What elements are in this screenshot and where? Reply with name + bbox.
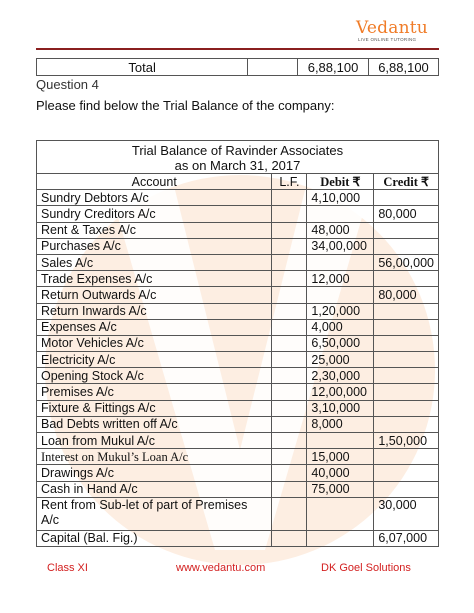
credit-cell bbox=[374, 335, 439, 351]
lf-cell bbox=[272, 287, 307, 303]
credit-cell bbox=[374, 416, 439, 432]
credit-cell bbox=[374, 190, 439, 206]
credit-cell bbox=[374, 384, 439, 400]
account-cell: Sundry Creditors A/c bbox=[37, 206, 272, 222]
account-cell: Bad Debts written off A/c bbox=[37, 416, 272, 432]
account-cell: Motor Vehicles A/c bbox=[37, 335, 272, 351]
lf-cell bbox=[272, 222, 307, 238]
table-row bbox=[37, 530, 439, 546]
lf-cell bbox=[272, 384, 307, 400]
credit-cell bbox=[374, 481, 439, 497]
account-cell: Opening Stock A/c bbox=[37, 368, 272, 384]
debit-cell: 75,000 bbox=[307, 481, 374, 497]
account-cell: Sundry Debtors A/c bbox=[37, 190, 272, 206]
debit-cell: 12,00,000 bbox=[307, 384, 374, 400]
account-cell: Interest on Mukul’s Loan A/c bbox=[37, 449, 272, 465]
table-row bbox=[37, 481, 439, 497]
lf-cell bbox=[272, 416, 307, 432]
table-title-row bbox=[37, 141, 439, 174]
header-lf: L.F. bbox=[272, 174, 307, 190]
table-row bbox=[37, 335, 439, 351]
account-cell: Fixture & Fittings A/c bbox=[37, 400, 272, 416]
total-lf-cell bbox=[248, 59, 298, 76]
account-cell: Purchases A/c bbox=[37, 238, 272, 254]
table-row bbox=[37, 352, 439, 368]
table-row bbox=[37, 206, 439, 222]
credit-cell bbox=[374, 222, 439, 238]
table-row bbox=[37, 497, 439, 530]
account-cell: Return Outwards A/c bbox=[37, 287, 272, 303]
account-cell: Premises A/c bbox=[37, 384, 272, 400]
account-cell: Return Inwards A/c bbox=[37, 303, 272, 319]
lf-cell bbox=[272, 481, 307, 497]
lf-cell bbox=[272, 465, 307, 481]
credit-cell bbox=[374, 465, 439, 481]
lf-cell bbox=[272, 352, 307, 368]
table-row bbox=[37, 319, 439, 335]
debit-cell: 4,10,000 bbox=[307, 190, 374, 206]
table-body bbox=[37, 190, 439, 547]
header-rule bbox=[36, 48, 439, 50]
table-row bbox=[37, 190, 439, 206]
table-row bbox=[37, 238, 439, 254]
footer-book: DK Goel Solutions bbox=[321, 562, 411, 574]
lf-cell bbox=[272, 254, 307, 270]
credit-cell bbox=[374, 319, 439, 335]
table-row bbox=[37, 254, 439, 270]
account-cell: Loan from Mukul A/c bbox=[37, 433, 272, 449]
table-row bbox=[37, 303, 439, 319]
table-row bbox=[37, 368, 439, 384]
table-header-row bbox=[37, 174, 439, 190]
brand-name: Vedantu bbox=[356, 18, 428, 38]
credit-cell: 80,000 bbox=[374, 287, 439, 303]
account-cell: Electricity A/c bbox=[37, 352, 272, 368]
header-account: Account bbox=[37, 174, 272, 190]
debit-cell: 2,30,000 bbox=[307, 368, 374, 384]
total-row bbox=[37, 59, 439, 76]
debit-cell bbox=[307, 206, 374, 222]
account-cell: Drawings A/c bbox=[37, 465, 272, 481]
credit-cell: 1,50,000 bbox=[374, 433, 439, 449]
lf-cell bbox=[272, 190, 307, 206]
debit-cell bbox=[307, 433, 374, 449]
debit-cell: 1,20,000 bbox=[307, 303, 374, 319]
footer-class: Class XI bbox=[47, 562, 88, 574]
lf-cell bbox=[272, 303, 307, 319]
debit-cell: 8,000 bbox=[307, 416, 374, 432]
table-title bbox=[37, 141, 439, 174]
credit-cell: 30,000 bbox=[374, 497, 439, 530]
debit-cell: 15,000 bbox=[307, 449, 374, 465]
credit-cell: 56,00,000 bbox=[374, 254, 439, 270]
credit-cell bbox=[374, 271, 439, 287]
trial-balance-table bbox=[36, 140, 439, 547]
table-row bbox=[37, 433, 439, 449]
debit-cell bbox=[307, 530, 374, 546]
debit-cell: 48,000 bbox=[307, 222, 374, 238]
account-cell: Rent & Taxes A/c bbox=[37, 222, 272, 238]
table-row bbox=[37, 222, 439, 238]
lf-cell bbox=[272, 206, 307, 222]
vedantu-logo bbox=[356, 18, 436, 48]
debit-cell: 3,10,000 bbox=[307, 400, 374, 416]
question-title: Question 4 bbox=[36, 77, 99, 92]
brand-tagline: LIVE ONLINE TUTORING bbox=[358, 37, 417, 42]
account-cell: Capital (Bal. Fig.) bbox=[37, 530, 272, 546]
credit-cell bbox=[374, 352, 439, 368]
account-cell: Sales A/c bbox=[37, 254, 272, 270]
credit-cell bbox=[374, 238, 439, 254]
debit-cell: 25,000 bbox=[307, 352, 374, 368]
lf-cell bbox=[272, 530, 307, 546]
credit-cell bbox=[374, 303, 439, 319]
table-row bbox=[37, 287, 439, 303]
footer-website[interactable]: www.vedantu.com bbox=[176, 562, 266, 574]
lf-cell bbox=[272, 271, 307, 287]
question-text: Please find below the Trial Balance of the company: bbox=[36, 98, 335, 113]
total-label: Total bbox=[37, 59, 248, 76]
debit-cell bbox=[307, 287, 374, 303]
lf-cell bbox=[272, 497, 307, 530]
table-row bbox=[37, 449, 439, 465]
account-cell: Cash in Hand A/c bbox=[37, 481, 272, 497]
debit-cell: 40,000 bbox=[307, 465, 374, 481]
total-credit: 6,88,100 bbox=[369, 59, 439, 76]
header-debit: Debit ₹ bbox=[307, 174, 374, 190]
table-title-line2: as on March 31, 2017 bbox=[174, 158, 301, 173]
lf-cell bbox=[272, 335, 307, 351]
credit-cell: 6,07,000 bbox=[374, 530, 439, 546]
lf-cell bbox=[272, 400, 307, 416]
table-row bbox=[37, 465, 439, 481]
lf-cell bbox=[272, 319, 307, 335]
debit-cell bbox=[307, 254, 374, 270]
credit-cell: 80,000 bbox=[374, 206, 439, 222]
debit-cell: 6,50,000 bbox=[307, 335, 374, 351]
account-cell: Trade Expenses A/c bbox=[37, 271, 272, 287]
lf-cell bbox=[272, 368, 307, 384]
header-credit: Credit ₹ bbox=[374, 174, 439, 190]
table-row bbox=[37, 271, 439, 287]
table-title-line1: Trial Balance of Ravinder Associates bbox=[131, 143, 344, 158]
lf-cell bbox=[272, 238, 307, 254]
table-row bbox=[37, 400, 439, 416]
lf-cell bbox=[272, 433, 307, 449]
credit-cell bbox=[374, 368, 439, 384]
account-cell: Rent from Sub-let of part of Premises A/c bbox=[37, 497, 272, 530]
lf-cell bbox=[272, 449, 307, 465]
debit-cell: 34,00,000 bbox=[307, 238, 374, 254]
credit-cell bbox=[374, 400, 439, 416]
total-debit: 6,88,100 bbox=[298, 59, 369, 76]
debit-cell bbox=[307, 497, 374, 530]
account-cell: Expenses A/c bbox=[37, 319, 272, 335]
credit-cell bbox=[374, 449, 439, 465]
table-row bbox=[37, 416, 439, 432]
total-table bbox=[36, 58, 439, 76]
table-row bbox=[37, 384, 439, 400]
debit-cell: 12,000 bbox=[307, 271, 374, 287]
debit-cell: 4,000 bbox=[307, 319, 374, 335]
